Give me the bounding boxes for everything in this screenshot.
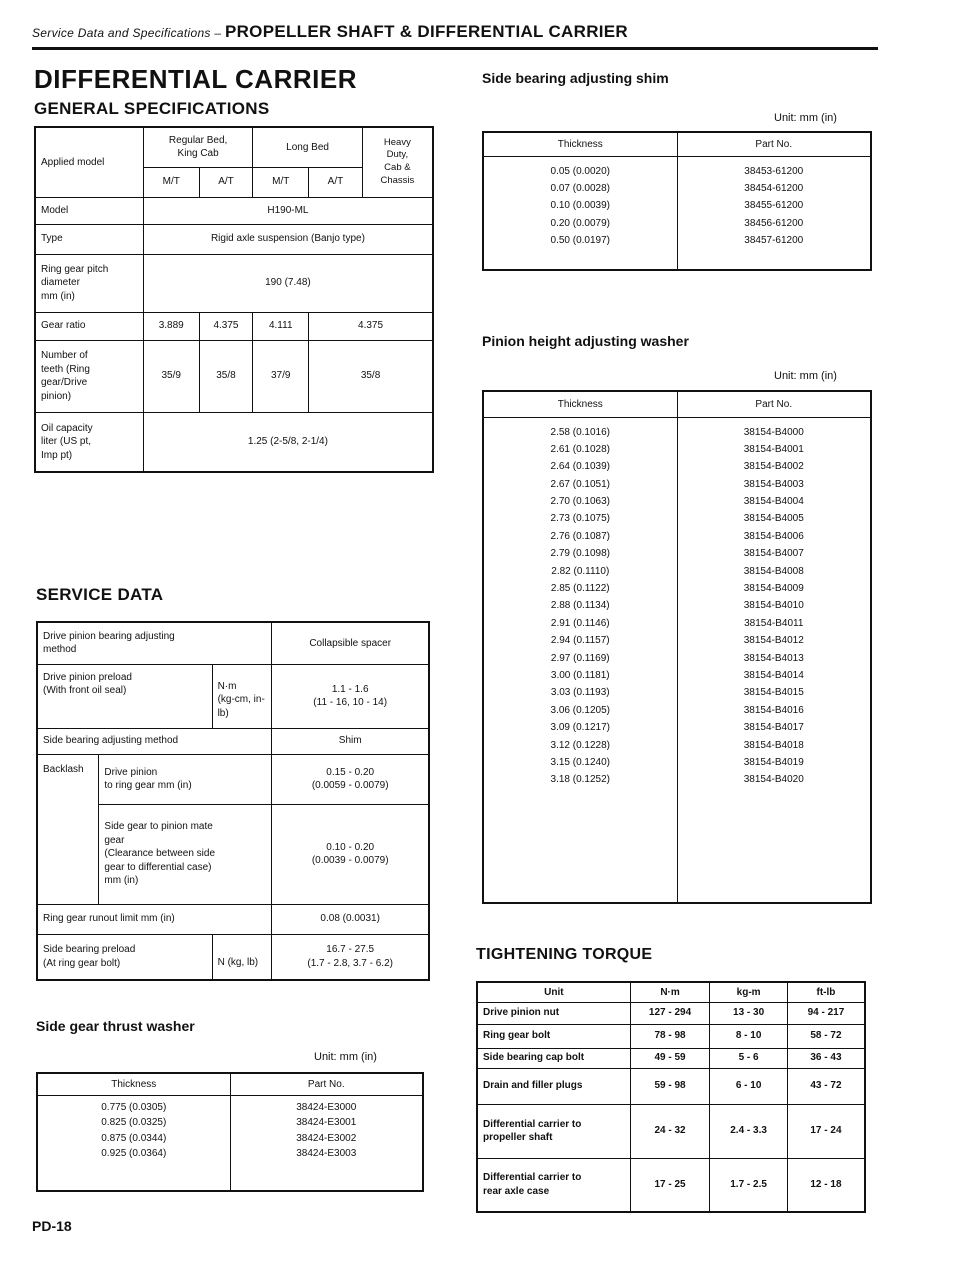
pinion-washer-unit: Unit: mm (in) — [774, 370, 837, 382]
applied-model-label: Applied model — [35, 127, 143, 197]
gear-ratio-label: Gear ratio — [35, 312, 143, 340]
side-preload-label: Side bearing preload (At ring gear bolt) — [37, 934, 212, 980]
torque-cell: 43 - 72 — [787, 1068, 865, 1104]
torque-cell: 2.4 - 3.3 — [710, 1104, 788, 1158]
drive-pinion-method-label: Drive pinion bearing adjusting method — [37, 622, 272, 664]
torque-cell: 12 - 18 — [787, 1158, 865, 1212]
col-long-bed: Long Bed — [253, 127, 362, 167]
side-preload-unit: N (kg, lb) — [212, 934, 272, 980]
torque-cell: 94 - 217 — [787, 1002, 865, 1024]
torque-cell: 5 - 6 — [710, 1048, 788, 1068]
torque-cell: 36 - 43 — [787, 1048, 865, 1068]
shim-part-list: 38453-61200 38454-61200 38455-61200 38456-61200 38457-61200 — [677, 156, 871, 270]
col-mt: M/T — [253, 167, 309, 197]
torque-cell: Ring gear bolt — [477, 1024, 630, 1048]
ring-runout-label: Ring gear runout limit mm (in) — [37, 904, 272, 934]
side-bearing-method-value: Shim — [272, 728, 429, 754]
drive-pinion-preload-unit: N·m (kg-cm, in-lb) — [212, 664, 272, 728]
torque-cell: 1.7 - 2.5 — [710, 1158, 788, 1212]
torque-cell: Drive pinion nut — [477, 1002, 630, 1024]
torque-header: N·m — [630, 982, 710, 1002]
thrust-col-part: Part No. — [230, 1073, 423, 1095]
torque-cell: 127 - 294 — [630, 1002, 710, 1024]
header-title: PROPELLER SHAFT & DIFFERENTIAL CARRIER — [224, 22, 629, 41]
gear-ratio-value: 4.375 — [199, 312, 253, 340]
torque-cell: 13 - 30 — [710, 1002, 788, 1024]
header-prefix: Service Data and Specifications – — [32, 26, 225, 40]
torque-header: ft-lb — [787, 982, 865, 1002]
model-value: H190-ML — [143, 197, 433, 224]
pinion-col-part: Part No. — [677, 391, 871, 417]
torque-row — [477, 1024, 865, 1048]
backlash-side-value: 0.10 - 0.20 (0.0039 - 0.0079) — [272, 804, 429, 904]
torque-cell: 59 - 98 — [630, 1068, 710, 1104]
side-shim-unit: Unit: mm (in) — [774, 112, 837, 124]
shim-col-part: Part No. — [677, 132, 871, 156]
torque-header: Unit — [477, 982, 630, 1002]
teeth-value: 35/9 — [143, 340, 199, 412]
torque-row — [477, 1068, 865, 1104]
torque-cell: 49 - 59 — [630, 1048, 710, 1068]
shim-col-thickness: Thickness — [483, 132, 677, 156]
service-data-title: SERVICE DATA — [36, 585, 164, 604]
torque-cell: Differential carrier to rear axle case — [477, 1158, 630, 1212]
backlash-side-label: Side gear to pinion mate gear (Clearance between side gear to differential case) mm (in) — [99, 804, 272, 904]
backlash-drive-value: 0.15 - 0.20 (0.0059 - 0.0079) — [272, 754, 429, 804]
shim-thickness-list: 0.05 (0.0020) 0.07 (0.0028) 0.10 (0.0039) 0.20 (0.0079) 0.50 (0.0197) — [483, 156, 677, 270]
section-title: DIFFERENTIAL CARRIER — [34, 64, 357, 94]
torque-cell: 8 - 10 — [710, 1024, 788, 1048]
pinion-col-thickness: Thickness — [483, 391, 677, 417]
torque-table — [476, 981, 866, 1213]
torque-header: kg-m — [710, 982, 788, 1002]
drive-pinion-preload-value: 1.1 - 1.6 (11 - 16, 10 - 14) — [272, 664, 429, 728]
teeth-value: 35/8 — [309, 340, 433, 412]
pinion-thickness-list: 2.58 (0.1016) 2.61 (0.1028) 2.64 (0.1039) 2.67 (0.1051) 2.70 (0.1063) 2.73 (0.1075) 2.76 (0.1087) 2.79 (0.1098) 2.82 (0.1110) 2.85 (0.1122) 2.88 (0.1134) 2.91 (0.1146) 2.94 (0.1157) 2.97 (0.1169) 3.00 (0.1181) 3.03 (0.1193) 3.06 (0.1205) 3.09 (0.1217) 3.12 (0.1228) 3.15 (0.1240) 3.18 (0.1252) — [483, 417, 677, 903]
torque-row — [477, 1158, 865, 1212]
pinion-part-list: 38154-B4000 38154-B4001 38154-B4002 38154-B4003 38154-B4004 38154-B4005 38154-B4006 38154-B4007 38154-B4008 38154-B4009 38154-B4010 38154-B4011 38154-B4012 38154-B4013 38154-B4014 38154-B4015 38154-B4016 38154-B4017 38154-B4018 38154-B4019 38154-B4020 — [677, 417, 871, 903]
col-at: A/T — [199, 167, 253, 197]
thrust-col-thickness: Thickness — [37, 1073, 230, 1095]
model-label: Model — [35, 197, 143, 224]
torque-cell: 17 - 24 — [787, 1104, 865, 1158]
general-specs-title: GENERAL SPECIFICATIONS — [34, 99, 270, 118]
torque-cell: 17 - 25 — [630, 1158, 710, 1212]
torque-cell: 6 - 10 — [710, 1068, 788, 1104]
col-regular-bed: Regular Bed, King Cab — [143, 127, 253, 167]
side-bearing-method-label: Side bearing adjusting method — [37, 728, 272, 754]
drive-pinion-method-value: Collapsible spacer — [272, 622, 429, 664]
thrust-thickness-list: 0.775 (0.0305) 0.825 (0.0325) 0.875 (0.0344) 0.925 (0.0364) — [37, 1095, 230, 1191]
thrust-washer-unit: Unit: mm (in) — [314, 1051, 377, 1063]
teeth-value: 35/8 — [199, 340, 253, 412]
general-specs-table — [34, 126, 434, 473]
side-preload-value: 16.7 - 27.5 (1.7 - 2.8, 3.7 - 6.2) — [272, 934, 429, 980]
pinion-washer-table — [482, 390, 872, 904]
col-at: A/T — [309, 167, 363, 197]
ring-runout-value: 0.08 (0.0031) — [272, 904, 429, 934]
torque-row — [477, 1104, 865, 1158]
oil-capacity-value: 1.25 (2-5/8, 2-1/4) — [143, 412, 433, 472]
thrust-part-list: 38424-E3000 38424-E3001 38424-E3002 38424-E3003 — [230, 1095, 423, 1191]
thrust-washer-title: Side gear thrust washer — [36, 1018, 195, 1034]
torque-cell: Differential carrier to propeller shaft — [477, 1104, 630, 1158]
torque-cell: 78 - 98 — [630, 1024, 710, 1048]
oil-capacity-label: Oil capacity liter (US pt, Imp pt) — [35, 412, 143, 472]
gear-ratio-value: 3.889 — [143, 312, 199, 340]
type-label: Type — [35, 224, 143, 254]
col-heavy-duty: Heavy Duty, Cab & Chassis — [362, 127, 433, 197]
gear-ratio-value: 4.111 — [253, 312, 309, 340]
backlash-label: Backlash — [37, 754, 99, 904]
page-number: PD-18 — [32, 1218, 72, 1234]
type-value: Rigid axle suspension (Banjo type) — [143, 224, 433, 254]
torque-cell: 58 - 72 — [787, 1024, 865, 1048]
teeth-label: Number of teeth (Ring gear/Drive pinion) — [35, 340, 143, 412]
torque-cell: Side bearing cap bolt — [477, 1048, 630, 1068]
ring-gear-label: Ring gear pitch diameter mm (in) — [35, 254, 143, 312]
torque-cell: Drain and filler plugs — [477, 1068, 630, 1104]
thrust-washer-table — [36, 1072, 424, 1192]
drive-pinion-preload-label: Drive pinion preload (With front oil seal) — [37, 664, 212, 728]
side-shim-table — [482, 131, 872, 271]
side-shim-title: Side bearing adjusting shim — [482, 70, 669, 86]
torque-row — [477, 1048, 865, 1068]
torque-cell: 24 - 32 — [630, 1104, 710, 1158]
col-mt: M/T — [143, 167, 199, 197]
ring-gear-value: 190 (7.48) — [143, 254, 433, 312]
pinion-washer-title: Pinion height adjusting washer — [482, 333, 689, 349]
teeth-value: 37/9 — [253, 340, 309, 412]
torque-title: TIGHTENING TORQUE — [476, 946, 653, 963]
backlash-drive-label: Drive pinion to ring gear mm (in) — [99, 754, 272, 804]
service-data-table — [36, 621, 430, 981]
gear-ratio-value: 4.375 — [309, 312, 433, 340]
page-header — [32, 22, 878, 50]
torque-row — [477, 1002, 865, 1024]
